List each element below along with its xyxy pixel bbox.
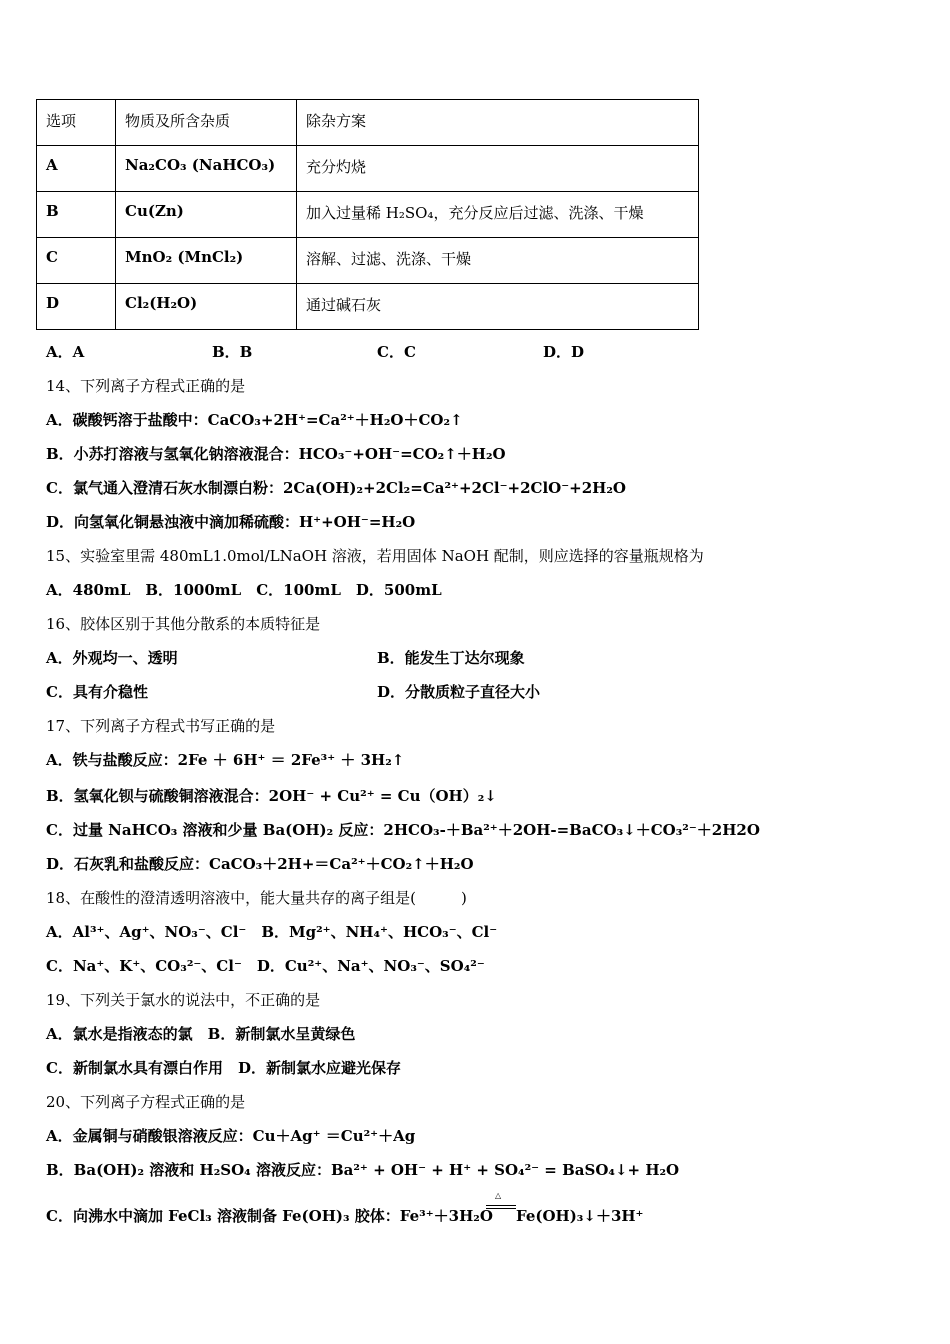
q15-choices: A．480mL B．1000mL C．100mL D．500mL	[46, 581, 442, 599]
row-method: 加入过量稀 H₂SO₄，充分反应后过滤、洗涤、干燥	[297, 192, 699, 238]
q14-option-d: D．向氢氧化铜悬浊液中滴加稀硫酸：H⁺+OH⁻=H₂O	[46, 513, 416, 531]
table-header-row	[37, 100, 699, 146]
table-row	[37, 238, 699, 284]
q16-stem: 16、胶体区别于其他分散系的本质特征是	[46, 615, 321, 633]
equilibrium-bar-top	[486, 1205, 516, 1206]
row-method: 溶解、过滤、洗涤、干燥	[297, 238, 699, 284]
q13-choice-b: B．B	[212, 343, 253, 361]
row-substance: Cu(Zn)	[116, 192, 297, 238]
q13-choice-d: D．D	[543, 343, 585, 361]
q14-option-b: B．小苏打溶液与氢氧化钠溶液混合：HCO₃⁻+OH⁻=CO₂↑＋H₂O	[46, 445, 506, 463]
q16-option-d: D．分散质粒子直径大小	[377, 683, 541, 701]
q14-option-a: A．碳酸钙溶于盐酸中：CaCO₃+2H⁺=Ca²⁺＋H₂O＋CO₂↑	[46, 411, 463, 429]
q19-options-ab: A．氯水是指液态的氯 B．新制氯水呈黄绿色	[46, 1025, 356, 1043]
row-substance: Na₂CO₃ (NaHCO₃)	[116, 146, 297, 192]
row-substance: Cl₂(H₂O)	[116, 284, 297, 330]
row-option: C	[37, 238, 116, 284]
q14-stem: 14、下列离子方程式正确的是	[46, 377, 246, 395]
q16-option-c: C．具有介稳性	[46, 683, 148, 701]
q20-option-c-right: Fe(OH)₃↓＋3H⁺	[516, 1207, 644, 1225]
table-row	[37, 192, 699, 238]
row-method: 充分灼烧	[297, 146, 699, 192]
q20-option-c-left: C．向沸水中滴加 FeCl₃ 溶液制备 Fe(OH)₃ 胶体：Fe³⁺＋3H₂O	[46, 1207, 493, 1225]
header-substance: 物质及所含杂质	[116, 100, 297, 146]
header-method: 除杂方案	[297, 100, 699, 146]
table-row	[37, 284, 699, 330]
q14-option-c: C．氯气通入澄清石灰水制漂白粉：2Ca(OH)₂+2Cl₂=Ca²⁺+2Cl⁻+2ClO⁻+2H₂O	[46, 479, 626, 497]
q15-stem: 15、实验室里需 480mL1.0mol/LNaOH 溶液，若用固体 NaOH 配制，则应选择的容量瓶规格为	[46, 547, 704, 565]
q20-option-b: B．Ba(OH)₂ 溶液和 H₂SO₄ 溶液反应：Ba²⁺ + OH⁻ + H⁺ + SO₄²⁻ = BaSO₄↓+ H₂O	[46, 1161, 680, 1179]
q17-stem: 17、下列离子方程式书写正确的是	[46, 717, 276, 735]
row-substance: MnO₂ (MnCl₂)	[116, 238, 297, 284]
q19-options-cd: C．新制氯水具有漂白作用 D．新制氯水应避光保存	[46, 1059, 401, 1077]
equilibrium-bar-bottom	[486, 1208, 516, 1209]
q17-option-a: A．铁与盐酸反应：2Fe ＋ 6H⁺ ＝ 2Fe³⁺ ＋ 3H₂↑	[46, 751, 405, 769]
row-method: 通过碱石灰	[297, 284, 699, 330]
table-row	[37, 146, 699, 192]
q13-choice-a: A．A	[46, 343, 85, 361]
impurity-removal-table	[36, 99, 699, 330]
row-option: A	[37, 146, 116, 192]
row-option: D	[37, 284, 116, 330]
q20-option-a: A．金属铜与硝酸银溶液反应：Cu＋Ag⁺ ＝Cu²⁺＋Ag	[46, 1127, 416, 1145]
q17-option-b: B．氢氧化钡与硫酸铜溶液混合：2OH⁻ + Cu²⁺ = Cu（OH）₂↓	[46, 787, 497, 805]
header-option: 选项	[37, 100, 116, 146]
heat-symbol: △	[495, 1191, 502, 1200]
q16-option-b: B．能发生丁达尔现象	[377, 649, 525, 667]
q18-stem: 18、在酸性的澄清透明溶液中，能大量共存的离子组是( )	[46, 889, 467, 907]
q18-options-cd: C．Na⁺、K⁺、CO₃²⁻、Cl⁻ D．Cu²⁺、Na⁺、NO₃⁻、SO₄²⁻	[46, 957, 485, 975]
q20-stem: 20、下列离子方程式正确的是	[46, 1093, 246, 1111]
row-option: B	[37, 192, 116, 238]
q19-stem: 19、下列关于氯水的说法中，不正确的是	[46, 991, 321, 1009]
q18-options-ab: A．Al³⁺、Ag⁺、NO₃⁻、Cl⁻ B．Mg²⁺、NH₄⁺、HCO₃⁻、Cl⁻	[46, 923, 498, 941]
q17-option-c: C．过量 NaHCO₃ 溶液和少量 Ba(OH)₂ 反应：2HCO₃-＋Ba²⁺＋2OH-=BaCO₃↓＋CO₃²⁻＋2H2O	[46, 821, 760, 839]
q17-option-d: D．石灰乳和盐酸反应：CaCO₃＋2H+＝Ca²⁺＋CO₂↑＋H₂O	[46, 855, 474, 873]
q16-option-a: A．外观均一、透明	[46, 649, 178, 667]
q13-choice-c: C．C	[377, 343, 416, 361]
